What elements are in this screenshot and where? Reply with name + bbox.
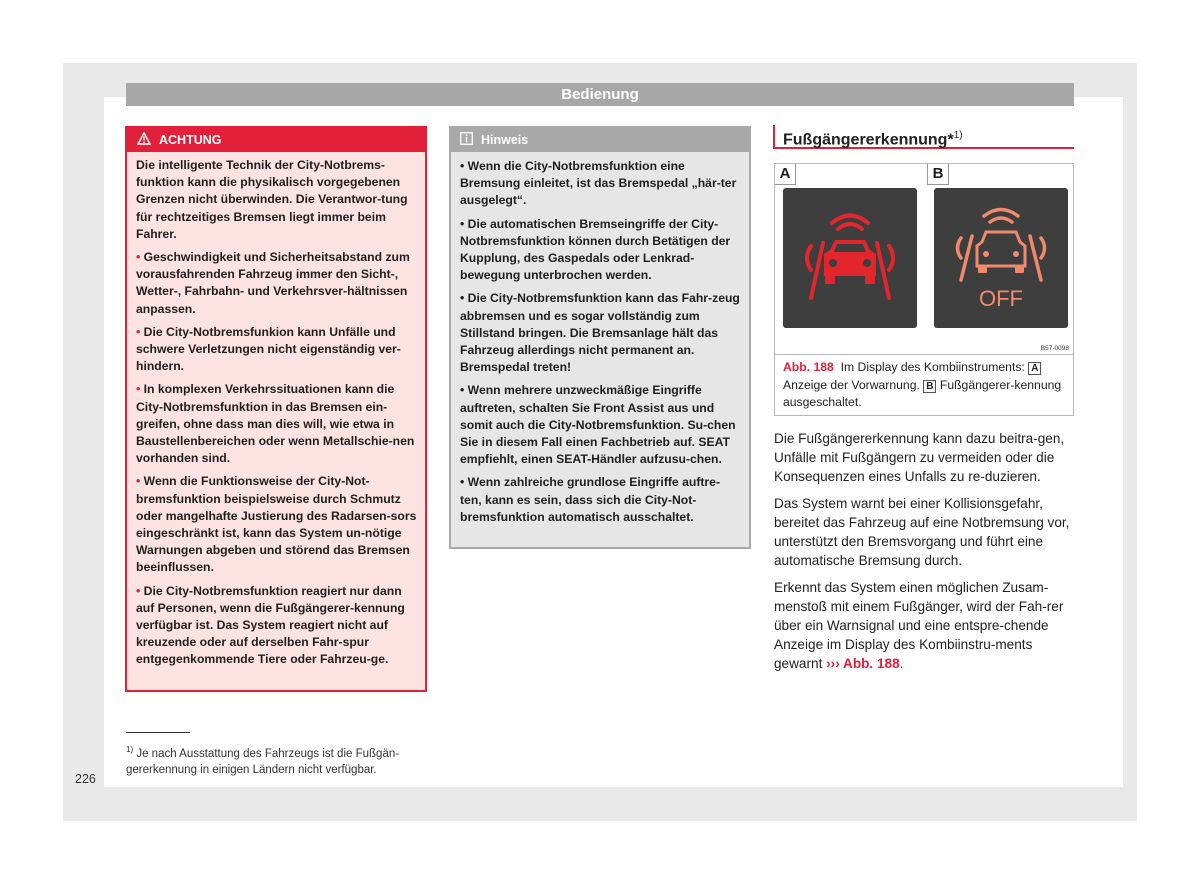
paragraph: Das System warnt bei einer Kollisionsgefahr, bereitet das Fahrzeug auf eine Notbremsung vor, unterstützt den Bremsvorgang und führt eine automatische Bremsung durch. xyxy=(774,496,1070,568)
warning-item: • Geschwindigkeit und Sicherheitsabstand zum vorausfahrenden Fahrzeug immer den Sicht-, Wetter-, Fahrbahn- und Verkehrsver-hältnissen anpassen. xyxy=(136,250,410,316)
footnote: $^{1)}$ Je nach Ausstattung des Fahrzeugs ist die Fußgän-gererkennung in einigen Ländern nicht verfügbar. xyxy=(126,745,400,776)
note-item: • Die City-Notbremsfunktion kann das Fahr-zeug abbremsen und es sogar vollständig zum Stillstand bringen. Die Bremsanlage hält das Fahrzeug allerdings nicht permanent an. Bremspedal treten! xyxy=(460,291,740,375)
section-title: Fußgängererkennung*$^{1)}$ xyxy=(773,125,1074,149)
pedestrian-off-icon xyxy=(934,188,1068,328)
warning-item: • Wenn die Funktionsweise der City-Not-bremsfunktion beispielsweise durch Schmutz oder mangelhafte Justierung des Radarsen-sors eingeschränkt ist, kann das System un-nötige Warnungen abgeben und störend das Bremsen beeinflussen. xyxy=(136,474,417,575)
off-label: OFF xyxy=(979,286,1023,311)
pedestrian-warning-icon xyxy=(783,188,917,328)
display-panel-b xyxy=(934,188,1068,328)
note-item: • Wenn zahlreiche grundlose Eingriffe auftre-ten, kann es sein, dass sich die City-Not-bremsfunktion automatisch ausschaltet. xyxy=(460,475,721,524)
warning-intro: Die intelligente Technik der City-Notbrems-funktion kann die physikalisch vorgegebenen Grenzen nicht überwinden. Die Verantwor-tung für rechtzeitiges Bremsen liegt immer beim Fahrer. xyxy=(136,158,408,241)
note-item: • Wenn die City-Notbremsfunktion eine Bremsung einleitet, ist das Bremspedal „här-ter ausgelegt“. xyxy=(460,159,737,208)
warning-header xyxy=(127,128,425,152)
note-box xyxy=(449,126,751,549)
warning-title: ACHTUNG xyxy=(159,133,222,147)
paragraph: Erkennt das System einen möglichen Zusam-menstoß mit einem Fußgänger, wird der Fah-rer über ein Warnsignal und eine entspre-chende Anzeige im Display des Kombiinstru-ments gewarnt ››› Abb. 188. xyxy=(774,580,1064,671)
warning-box xyxy=(125,126,427,692)
footnote-rule xyxy=(126,732,190,733)
info-icon xyxy=(460,132,473,148)
warning-item: • In komplexen Verkehrssituationen kann die City-Notbremsfunktion in das Bremsen ein-greifen, ohne dass man dies will, wie etwa in Baustellenbereichen oder wenn Metallschie-nen vorhanden sind. xyxy=(136,382,415,466)
warning-item: • Die City-Notbremsfunkion kann Unfälle und schwere Verletzungen nicht eigenständig ver-hindern. xyxy=(136,324,401,374)
display-panel-a xyxy=(783,188,917,328)
note-title: Hinweis xyxy=(481,133,529,147)
figure-caption: Abb. 188 Im Display des Kombiinstruments: A Anzeige der Vorwarnung. B Fußgängerer-kennung ausgeschaltet. xyxy=(774,355,1074,416)
figure-label-b: B xyxy=(927,164,949,185)
figure-code: B57-0098 xyxy=(1040,345,1069,352)
warning-triangle-icon xyxy=(137,132,151,148)
warning-item: • Die City-Notbremsfunktion reagiert nur dann auf Personen, wenn die Fußgängerer-kennung verfügbar ist. Das System reagiert nicht auf kreuzende oder auf derselben Fahr-spur entgegenkommende Tiere oder Fahrzeu-ge. xyxy=(136,583,405,667)
figure-label-a: A xyxy=(775,164,796,185)
section-header: Bedienung xyxy=(126,83,1074,106)
page-number: 226 xyxy=(75,772,96,786)
note-header xyxy=(451,128,749,152)
paragraph: Die Fußgängererkennung kann dazu beitra-gen, Unfälle mit Fußgängern zu vermeiden oder die Konsequenzen eines Unfalls zu re-duzieren. xyxy=(774,431,1065,484)
body-text xyxy=(774,429,1072,681)
figure-reference-link[interactable]: ››› Abb. 188 xyxy=(826,656,900,671)
figure-188 xyxy=(774,163,1074,355)
note-item: • Wenn mehrere unzweckmäßige Eingriffe auftreten, schalten Sie Front Assist aus und somit auch die City-Notbremsfunktion. Su-chen Sie in diesem Fall einen Fachbetrieb auf. SEAT empfiehlt, einen SEAT-Händler aufzusu-chen. xyxy=(460,383,736,467)
note-item: • Die automatischen Bremseingriffe der City-Notbremsfunktion können durch Betätigen der Kupplung, des Gaspedals oder Lenkrad-bewegung unterbrochen werden. xyxy=(460,216,731,283)
